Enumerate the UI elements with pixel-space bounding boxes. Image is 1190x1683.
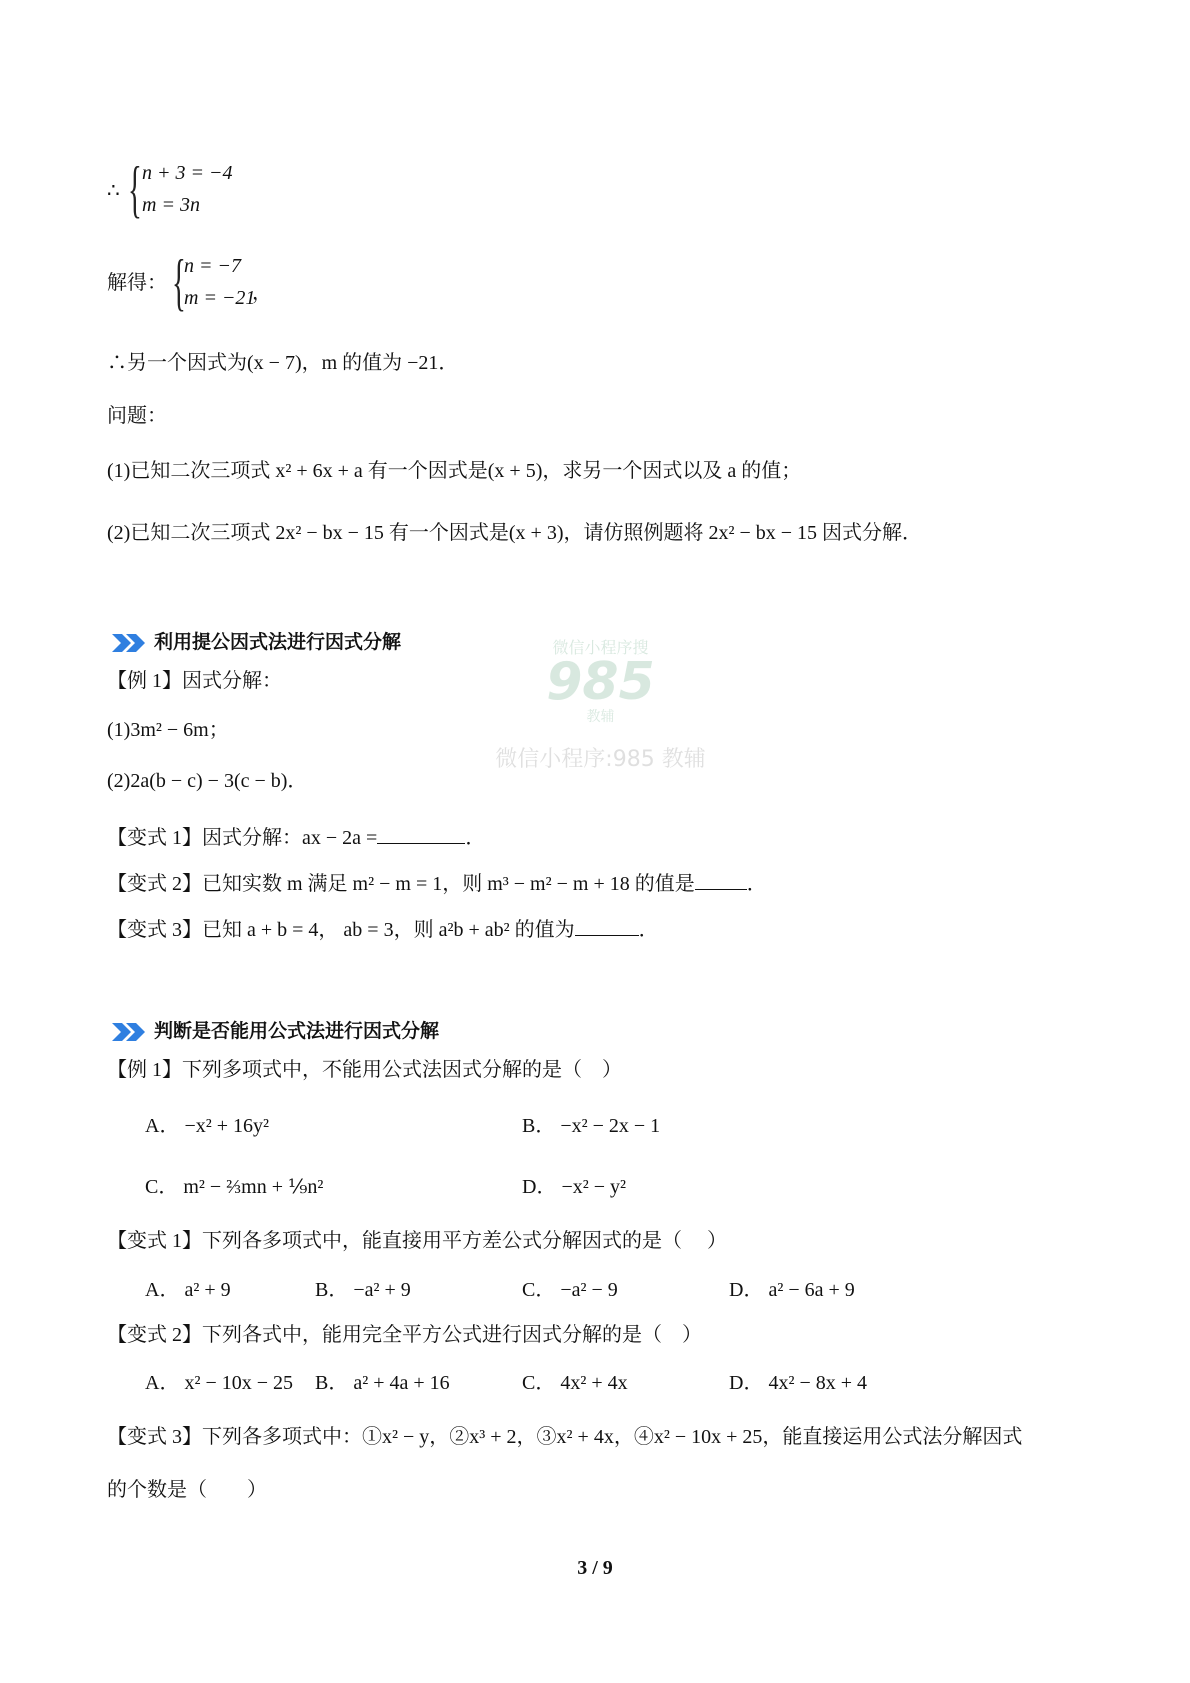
brace: { <box>172 246 186 317</box>
question-label: 问题： <box>107 405 167 427</box>
option-a[interactable]: A． −x² + 16y² <box>145 1115 269 1137</box>
example-item: (1)3m² − 6m； <box>107 719 229 741</box>
punctuation: ． <box>746 873 767 895</box>
equation: m = 3n <box>142 194 200 216</box>
variant-text: 【变式 3】已知 a + b = 4， ab = 3，则 a²b + ab² 的值为 <box>107 919 575 941</box>
option-a[interactable]: A． a² + 9 <box>145 1279 231 1301</box>
example-item: (2)2a(b − c) − 3(c − b)． <box>107 770 308 792</box>
variant-1: 【变式 1】下列各多项式中，能直接用平方差公式分解因式的是（ ） <box>107 1230 727 1252</box>
option-d[interactable]: D． 4x² − 8x + 4 <box>729 1372 867 1394</box>
answer-blank[interactable] <box>377 825 465 844</box>
chevron-icon <box>112 1023 148 1041</box>
variant-text: 【变式 2】已知实数 m 满足 m² − m = 1，则 m³ − m² − m + 18 的值是 <box>107 873 695 895</box>
option-b[interactable]: B． −a² + 9 <box>315 1279 411 1301</box>
watermark-text: 教辅 <box>586 709 615 725</box>
question-2: (2)已知二次三项式 2x² − bx − 15 有一个因式是(x + 3)，请仿照例题将 2x² − bx − 15 因式分解． <box>107 522 923 544</box>
equation: n = −7 <box>184 255 241 277</box>
option-c[interactable]: C． 4x² + 4x <box>522 1372 628 1394</box>
answer-blank[interactable] <box>575 917 639 936</box>
variant-text: 【变式 1】因式分解：ax − 2a = <box>107 827 378 849</box>
variant-3 <box>107 917 659 943</box>
variant-1 <box>107 825 485 851</box>
conclusion: ∴另一个因式为(x − 7)，m 的值为 −21． <box>107 352 459 374</box>
brace: { <box>128 153 142 224</box>
watermark-text: 微信小程序搜 <box>552 638 649 657</box>
section-heading <box>112 629 401 655</box>
example-label: 【例 1】因式分解： <box>107 670 282 692</box>
variant-2: 【变式 2】下列各式中，能用完全平方公式进行因式分解的是（ ） <box>107 1324 702 1346</box>
page-number: 3 / 9 <box>577 1557 613 1579</box>
equation: n + 3 = −4 <box>142 162 233 184</box>
section-heading <box>112 1018 439 1044</box>
punctuation: ． <box>638 919 659 941</box>
chevron-icon <box>112 634 148 652</box>
variant-2 <box>107 871 767 897</box>
option-a[interactable]: A． x² − 10x − 25 <box>145 1372 293 1394</box>
variant-3: 【变式 3】下列各多项式中：①x² − y，②x³ + 2，③x² + 4x，④x² − 10x + 25，能直接运用公式法分解因式 <box>107 1426 1023 1448</box>
answer-blank[interactable] <box>695 871 747 890</box>
option-d[interactable]: D． a² − 6a + 9 <box>729 1279 855 1301</box>
watermark-logo: 985 <box>546 652 655 712</box>
heading-text: 判断是否能用公式法进行因式分解 <box>154 1020 440 1042</box>
option-b[interactable]: B． a² + 4a + 16 <box>315 1372 450 1394</box>
punctuation: ． <box>465 827 486 849</box>
option-c[interactable]: C． m² − ⅔mn + ⅑n² <box>145 1176 324 1198</box>
option-d[interactable]: D． −x² − y² <box>522 1176 626 1198</box>
heading-text: 利用提公因式法进行因式分解 <box>154 631 402 653</box>
question-1: (1)已知二次三项式 x² + 6x + a 有一个因式是(x + 5)，求另一个因式以及 a 的值； <box>107 460 802 482</box>
option-b[interactable]: B． −x² − 2x − 1 <box>522 1115 661 1137</box>
example-1: 【例 1】下列多项式中，不能用公式法因式分解的是（ ） <box>107 1059 622 1081</box>
variant-3-continued: 的个数是（ ） <box>107 1479 267 1501</box>
solved-label: 解得： <box>107 272 167 294</box>
therefore-symbol: ∴ <box>107 180 120 202</box>
punctuation: ， <box>252 282 272 304</box>
watermark <box>488 635 713 773</box>
option-c[interactable]: C． −a² − 9 <box>522 1279 618 1301</box>
equation: m = −21 <box>184 287 256 309</box>
watermark-text: 微信小程序:985 教辅 <box>495 747 706 772</box>
